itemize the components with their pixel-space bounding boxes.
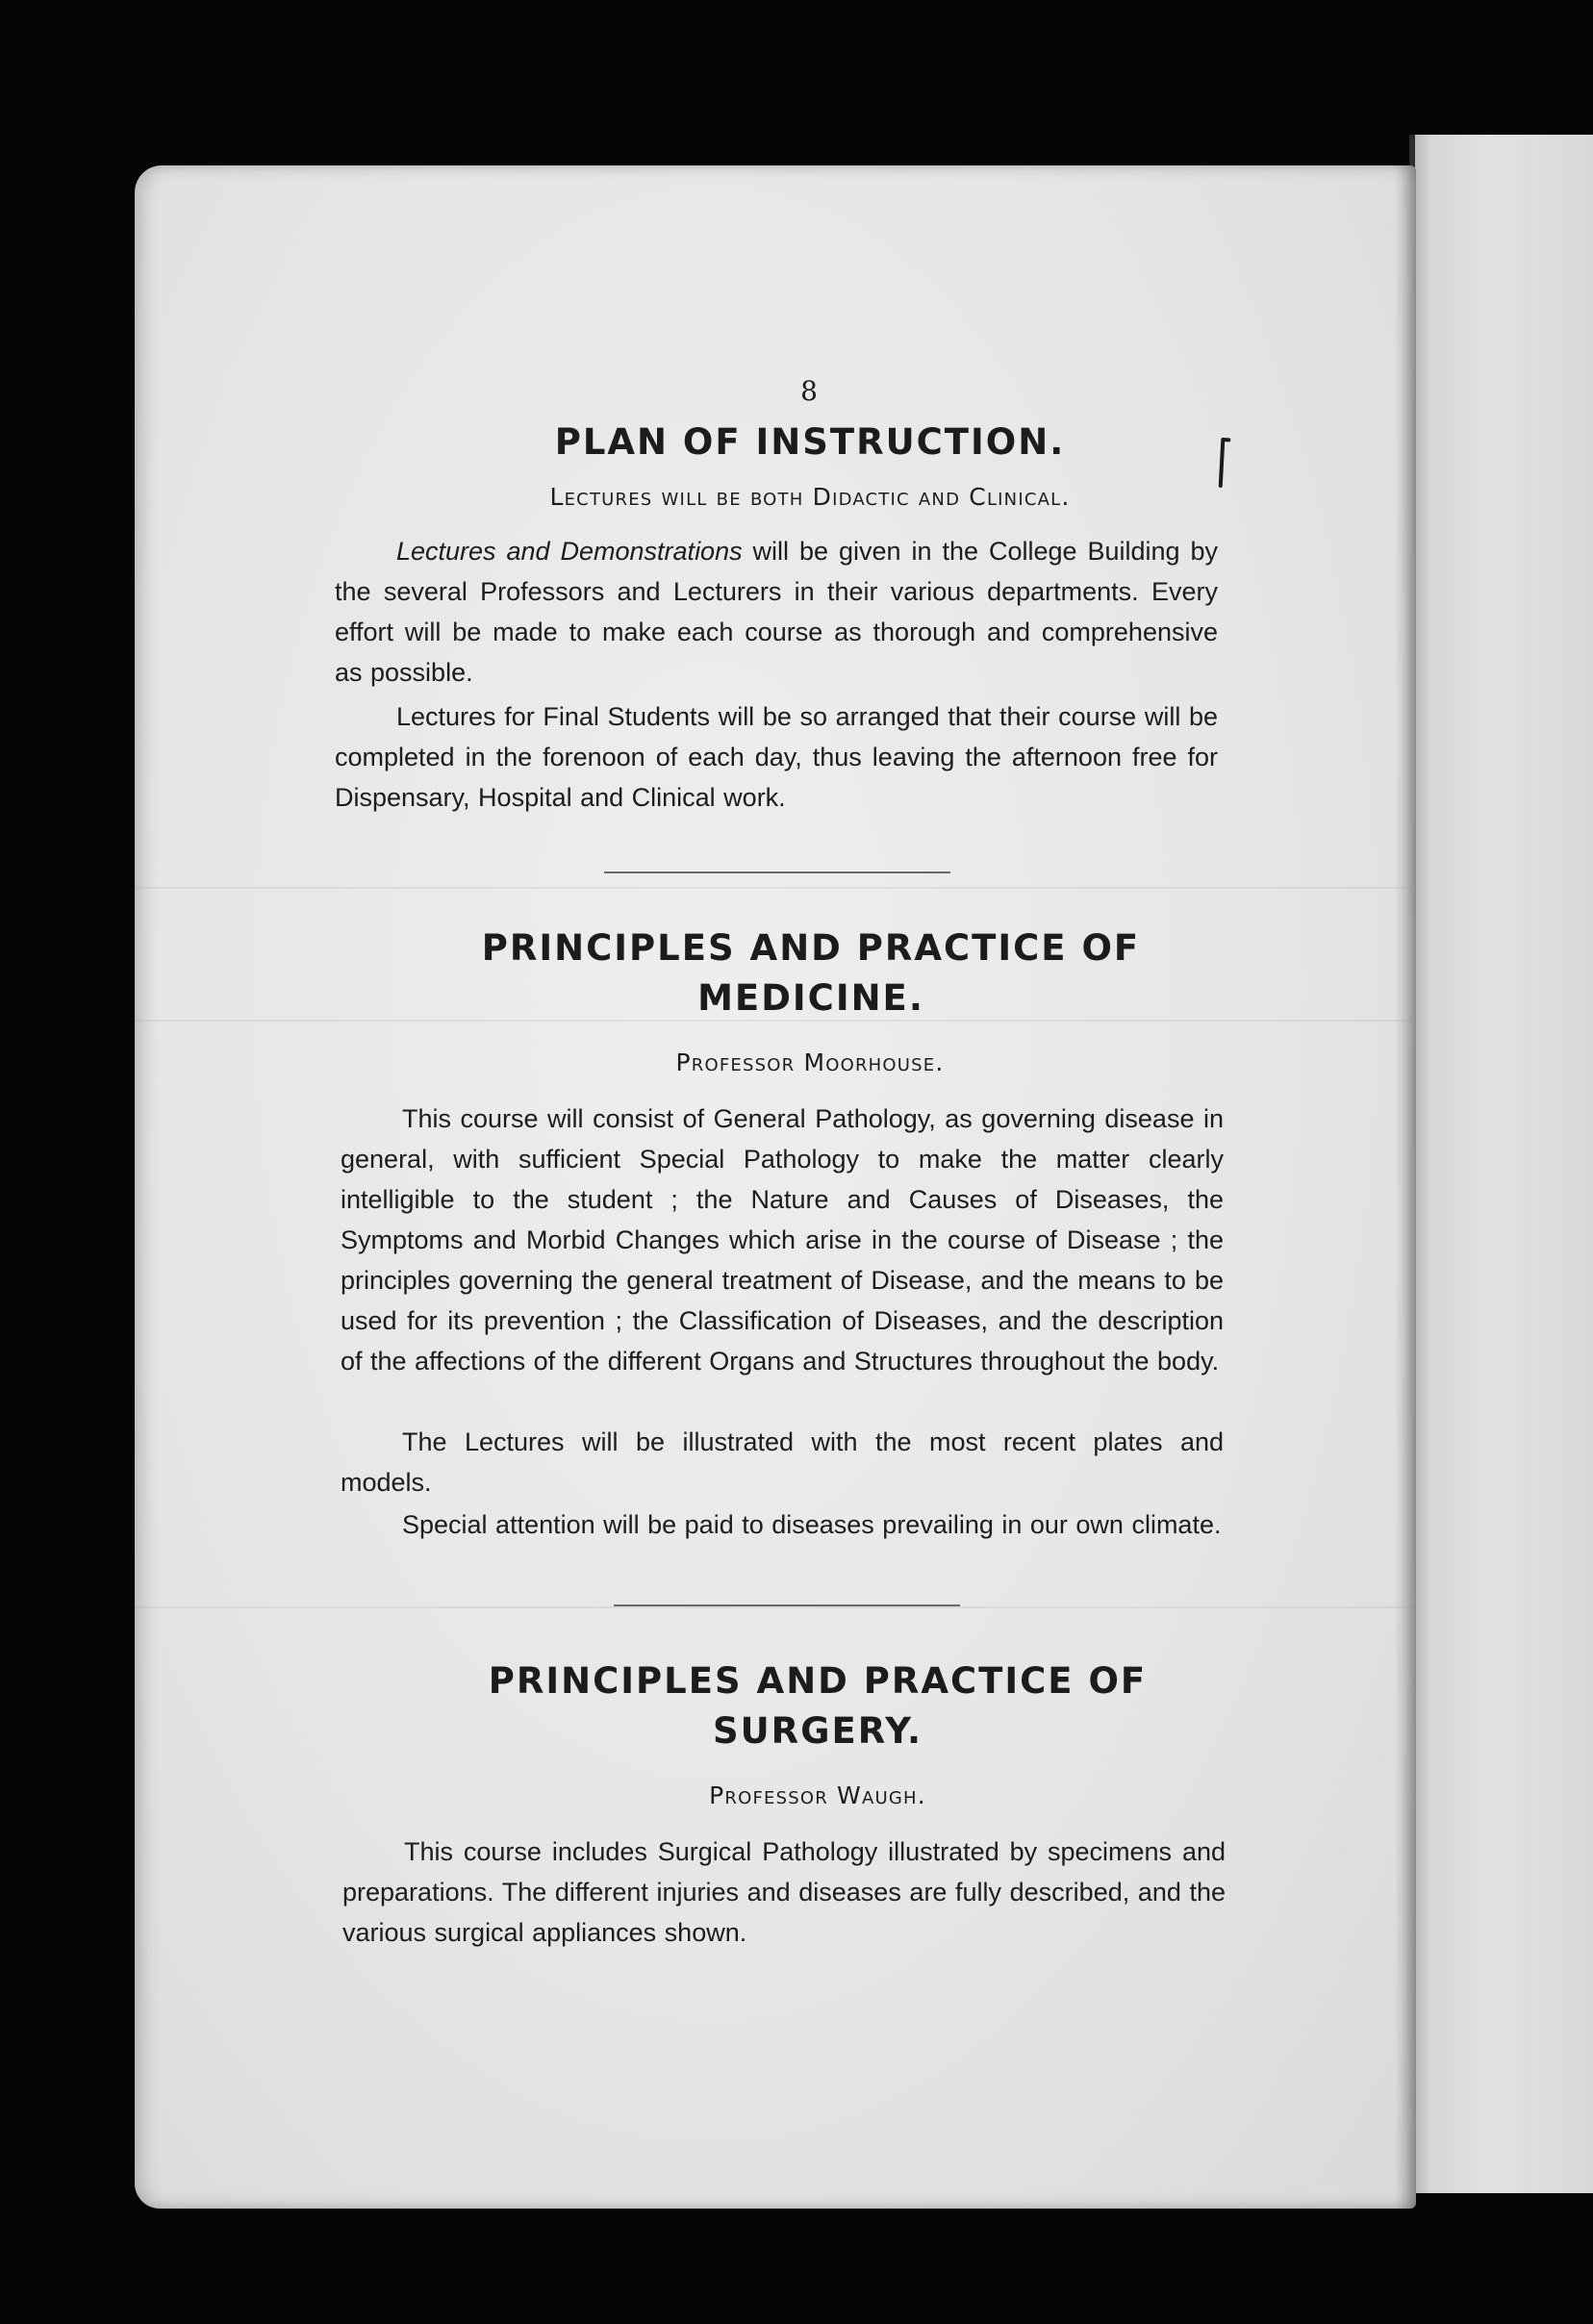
section-divider (604, 872, 950, 873)
paragraph-text: This course will consist of General Pathology, as governing disease in general, with sufficient Special Pathology to make the matter clearly intelligible to the student ; the Nature and Causes of Diseases, the Symptoms and Morbid Changes which arise in the course of Disease ; the principles governing the general treatment of Disease, and the means to be used for its prevention ; the Classification of Diseases, and the description of the affections of the different Organs and Structures throughout the body. (341, 1104, 1224, 1376)
fold-line (135, 887, 1416, 889)
paragraph (335, 531, 1218, 693)
paragraph (335, 696, 1218, 818)
paragraph (341, 1099, 1224, 1381)
paragraph (341, 1422, 1224, 1503)
paragraph-text: The Lectures will be illustrated with the most recent plates and models. (341, 1427, 1224, 1497)
paragraph (341, 1504, 1224, 1545)
section-title-line: PRINCIPLES AND PRACTICE OF (481, 927, 1141, 969)
section-divider (614, 1604, 960, 1606)
document-page (135, 165, 1416, 2209)
section-title-line: PRINCIPLES AND PRACTICE OF (488, 1660, 1148, 1702)
paragraph-text: Special attention will be paid to diseases prevailing in our own climate. (402, 1510, 1222, 1539)
page-number: 8 (800, 375, 818, 407)
section-title-line: PLAN OF INSTRUCTION. (554, 421, 1066, 463)
section-title (330, 923, 1292, 1023)
fold-line (135, 1606, 1416, 1608)
facing-page-edge (1409, 135, 1593, 2193)
paragraph-text: will be given in the College Building by the several Professors and Lecturers in their various departments. Every effort will be made to make each course as thorough and comprehensive as possible. (335, 537, 1218, 687)
section-title (337, 1656, 1299, 1756)
section-title (329, 417, 1291, 467)
section-subtitle: Lectures will be both Didactic and Clinical. (549, 483, 1071, 511)
paragraph-lead: Lectures and Demonstrations (396, 537, 743, 566)
paragraph (342, 1831, 1226, 1953)
section-title-line: SURGERY. (712, 1710, 923, 1752)
section-subtitle: Professor Waugh. (709, 1781, 926, 1809)
paragraph-text: Lectures for Final Students will be so arranged that their course will be completed in the forenoon of each day, thus leaving the afternoon free for Dispensary, Hospital and Clinical work. (335, 702, 1218, 812)
paragraph-text: This course includes Surgical Pathology illustrated by specimens and preparations. The different injuries and diseases are fully described, and the various surgical appliances shown. (342, 1837, 1226, 1947)
gutter-shadow (1395, 165, 1416, 2209)
section-subtitle: Professor Moorhouse. (675, 1048, 945, 1076)
section-title-line: MEDICINE. (697, 977, 924, 1019)
